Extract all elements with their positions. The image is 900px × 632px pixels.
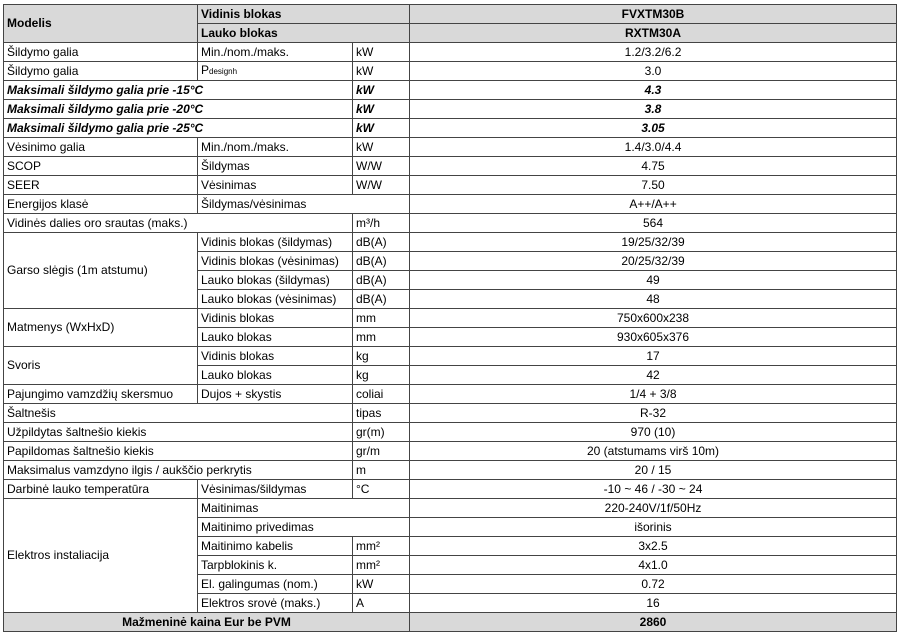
row-sub: Maitinimo kabelis <box>198 537 353 556</box>
row-label: Maksimali šildymo galia prie -15°C <box>4 81 353 100</box>
row-sub: Min./nom./maks. <box>198 138 353 157</box>
table-row <box>4 195 897 214</box>
row-unit: gr/m <box>353 442 410 461</box>
price-row <box>4 613 897 632</box>
table-row <box>4 480 897 499</box>
row-value: 20/25/32/39 <box>410 252 897 271</box>
row-label: Energijos klasė <box>4 195 198 214</box>
table-row <box>4 385 897 404</box>
row-sub: Vidinis blokas <box>198 309 353 328</box>
row-label: Šaltnešis <box>4 404 353 423</box>
row-unit: kW <box>353 138 410 157</box>
row-sub: Lauko blokas (vėsinimas) <box>198 290 353 309</box>
row-unit: dB(A) <box>353 252 410 271</box>
row-unit: kW <box>353 575 410 594</box>
table-row <box>4 461 897 480</box>
row-sub: Elektros srovė (maks.) <box>198 594 353 613</box>
row-label: Vidinės dalies oro srautas (maks.) <box>4 214 353 233</box>
row-unit: kW <box>353 100 410 119</box>
table-row <box>4 347 897 366</box>
row-sub: Lauko blokas (šildymas) <box>198 271 353 290</box>
row-unit: kg <box>353 366 410 385</box>
row-value: 1.4/3.0/4.4 <box>410 138 897 157</box>
row-value: 1/4 + 3/8 <box>410 385 897 404</box>
table-row <box>4 157 897 176</box>
table-row <box>4 309 897 328</box>
row-value: -10 ~ 46 / -30 ~ 24 <box>410 480 897 499</box>
header-row-indoor <box>4 5 897 24</box>
table-row <box>4 119 897 138</box>
price-label: Mažmeninė kaina Eur be PVM <box>4 613 410 632</box>
row-sub: Vidinis blokas (šildymas) <box>198 233 353 252</box>
table-row <box>4 62 897 81</box>
row-value: 3x2.5 <box>410 537 897 556</box>
row-sub: Vėsinimas/šildymas <box>198 480 353 499</box>
row-value: 4.3 <box>410 81 897 100</box>
row-sub: Vidinis blokas <box>198 347 353 366</box>
row-sub: Vėsinimas <box>198 176 353 195</box>
row-value: 3.05 <box>410 119 897 138</box>
group-label-noise: Garso slėgis (1m atstumu) <box>4 233 198 309</box>
row-value: 20 / 15 <box>410 461 897 480</box>
row-label: Maksimali šildymo galia prie -20°C <box>4 100 353 119</box>
row-value: 19/25/32/39 <box>410 233 897 252</box>
row-sub: Vidinis blokas (vėsinimas) <box>198 252 353 271</box>
row-unit: mm² <box>353 537 410 556</box>
row-label: SCOP <box>4 157 198 176</box>
price-value: 2860 <box>410 613 897 632</box>
row-value: 4.75 <box>410 157 897 176</box>
row-sub: Šildymas/vėsinimas <box>198 195 410 214</box>
row-label: Šildymo galia <box>4 43 198 62</box>
table-row <box>4 81 897 100</box>
row-label: Šildymo galia <box>4 62 198 81</box>
row-label: Maksimalus vamzdyno ilgis / aukščio perkrytis <box>4 461 353 480</box>
group-label-weight: Svoris <box>4 347 198 385</box>
row-value: 17 <box>410 347 897 366</box>
group-label-electric: Elektros instaliacija <box>4 499 198 613</box>
row-value: 564 <box>410 214 897 233</box>
table-row <box>4 233 897 252</box>
row-unit: W/W <box>353 157 410 176</box>
row-unit: W/W <box>353 176 410 195</box>
row-value: 3.8 <box>410 100 897 119</box>
row-sub: Lauko blokas <box>198 328 353 347</box>
row-unit: kW <box>353 43 410 62</box>
table-row <box>4 138 897 157</box>
row-sub: Tarpblokinis k. <box>198 556 353 575</box>
indoor-label: Vidinis blokas <box>198 5 410 24</box>
row-value: 970 (10) <box>410 423 897 442</box>
row-label: Papildomas šaltnešio kiekis <box>4 442 353 461</box>
row-value: 7.50 <box>410 176 897 195</box>
row-value: 750x600x238 <box>410 309 897 328</box>
row-value: 4x1.0 <box>410 556 897 575</box>
row-label: Užpildytas šaltnešio kiekis <box>4 423 353 442</box>
indoor-model: FVXTM30B <box>410 5 897 24</box>
row-unit: dB(A) <box>353 233 410 252</box>
table-row <box>4 404 897 423</box>
row-value: 1.2/3.2/6.2 <box>410 43 897 62</box>
row-sub: Dujos + skystis <box>198 385 353 404</box>
row-label: Maksimali šildymo galia prie -25°C <box>4 119 353 138</box>
row-label: Pajungimo vamzdžių skersmuo <box>4 385 198 404</box>
row-label: Darbinė lauko temperatūra <box>4 480 198 499</box>
row-unit: dB(A) <box>353 290 410 309</box>
row-label: SEER <box>4 176 198 195</box>
row-value: 3.0 <box>410 62 897 81</box>
row-value: 49 <box>410 271 897 290</box>
pdesign-sub: designh <box>209 67 238 76</box>
row-sub: Maitinimas <box>198 499 410 518</box>
row-value: išorinis <box>410 518 897 537</box>
row-sub: Min./nom./maks. <box>198 43 353 62</box>
row-unit: gr(m) <box>353 423 410 442</box>
row-unit: °C <box>353 480 410 499</box>
table-row <box>4 423 897 442</box>
pdesign-main: P <box>201 63 210 77</box>
table-row <box>4 499 897 518</box>
row-sub: Lauko blokas <box>198 366 353 385</box>
row-unit: mm <box>353 328 410 347</box>
row-value: 48 <box>410 290 897 309</box>
row-value: 0.72 <box>410 575 897 594</box>
row-value: 16 <box>410 594 897 613</box>
model-header: Modelis <box>4 5 198 43</box>
row-sub: El. galingumas (nom.) <box>198 575 353 594</box>
table-row <box>4 214 897 233</box>
row-unit: m³/h <box>353 214 410 233</box>
row-value: A++/A++ <box>410 195 897 214</box>
row-value: 20 (atstumams virš 10m) <box>410 442 897 461</box>
row-value: 930x605x376 <box>410 328 897 347</box>
table-row <box>4 442 897 461</box>
row-value: 42 <box>410 366 897 385</box>
row-unit: mm <box>353 309 410 328</box>
row-unit: kW <box>353 81 410 100</box>
group-label-dims: Matmenys (WxHxD) <box>4 309 198 347</box>
row-unit: dB(A) <box>353 271 410 290</box>
row-unit: kW <box>353 62 410 81</box>
row-value: R-32 <box>410 404 897 423</box>
table-row <box>4 100 897 119</box>
row-unit: A <box>353 594 410 613</box>
row-unit: m <box>353 461 410 480</box>
table-row <box>4 176 897 195</box>
row-sub: Šildymas <box>198 157 353 176</box>
row-value: 220-240V/1f/50Hz <box>410 499 897 518</box>
row-label: Vėsinimo galia <box>4 138 198 157</box>
row-sub <box>198 62 353 81</box>
row-unit: coliai <box>353 385 410 404</box>
outdoor-label: Lauko blokas <box>198 24 410 43</box>
row-unit: tipas <box>353 404 410 423</box>
outdoor-model: RXTM30A <box>410 24 897 43</box>
row-sub: Maitinimo privedimas <box>198 518 410 537</box>
table-row <box>4 43 897 62</box>
row-unit: kg <box>353 347 410 366</box>
row-unit: kW <box>353 119 410 138</box>
spec-table <box>3 4 897 632</box>
row-unit: mm² <box>353 556 410 575</box>
